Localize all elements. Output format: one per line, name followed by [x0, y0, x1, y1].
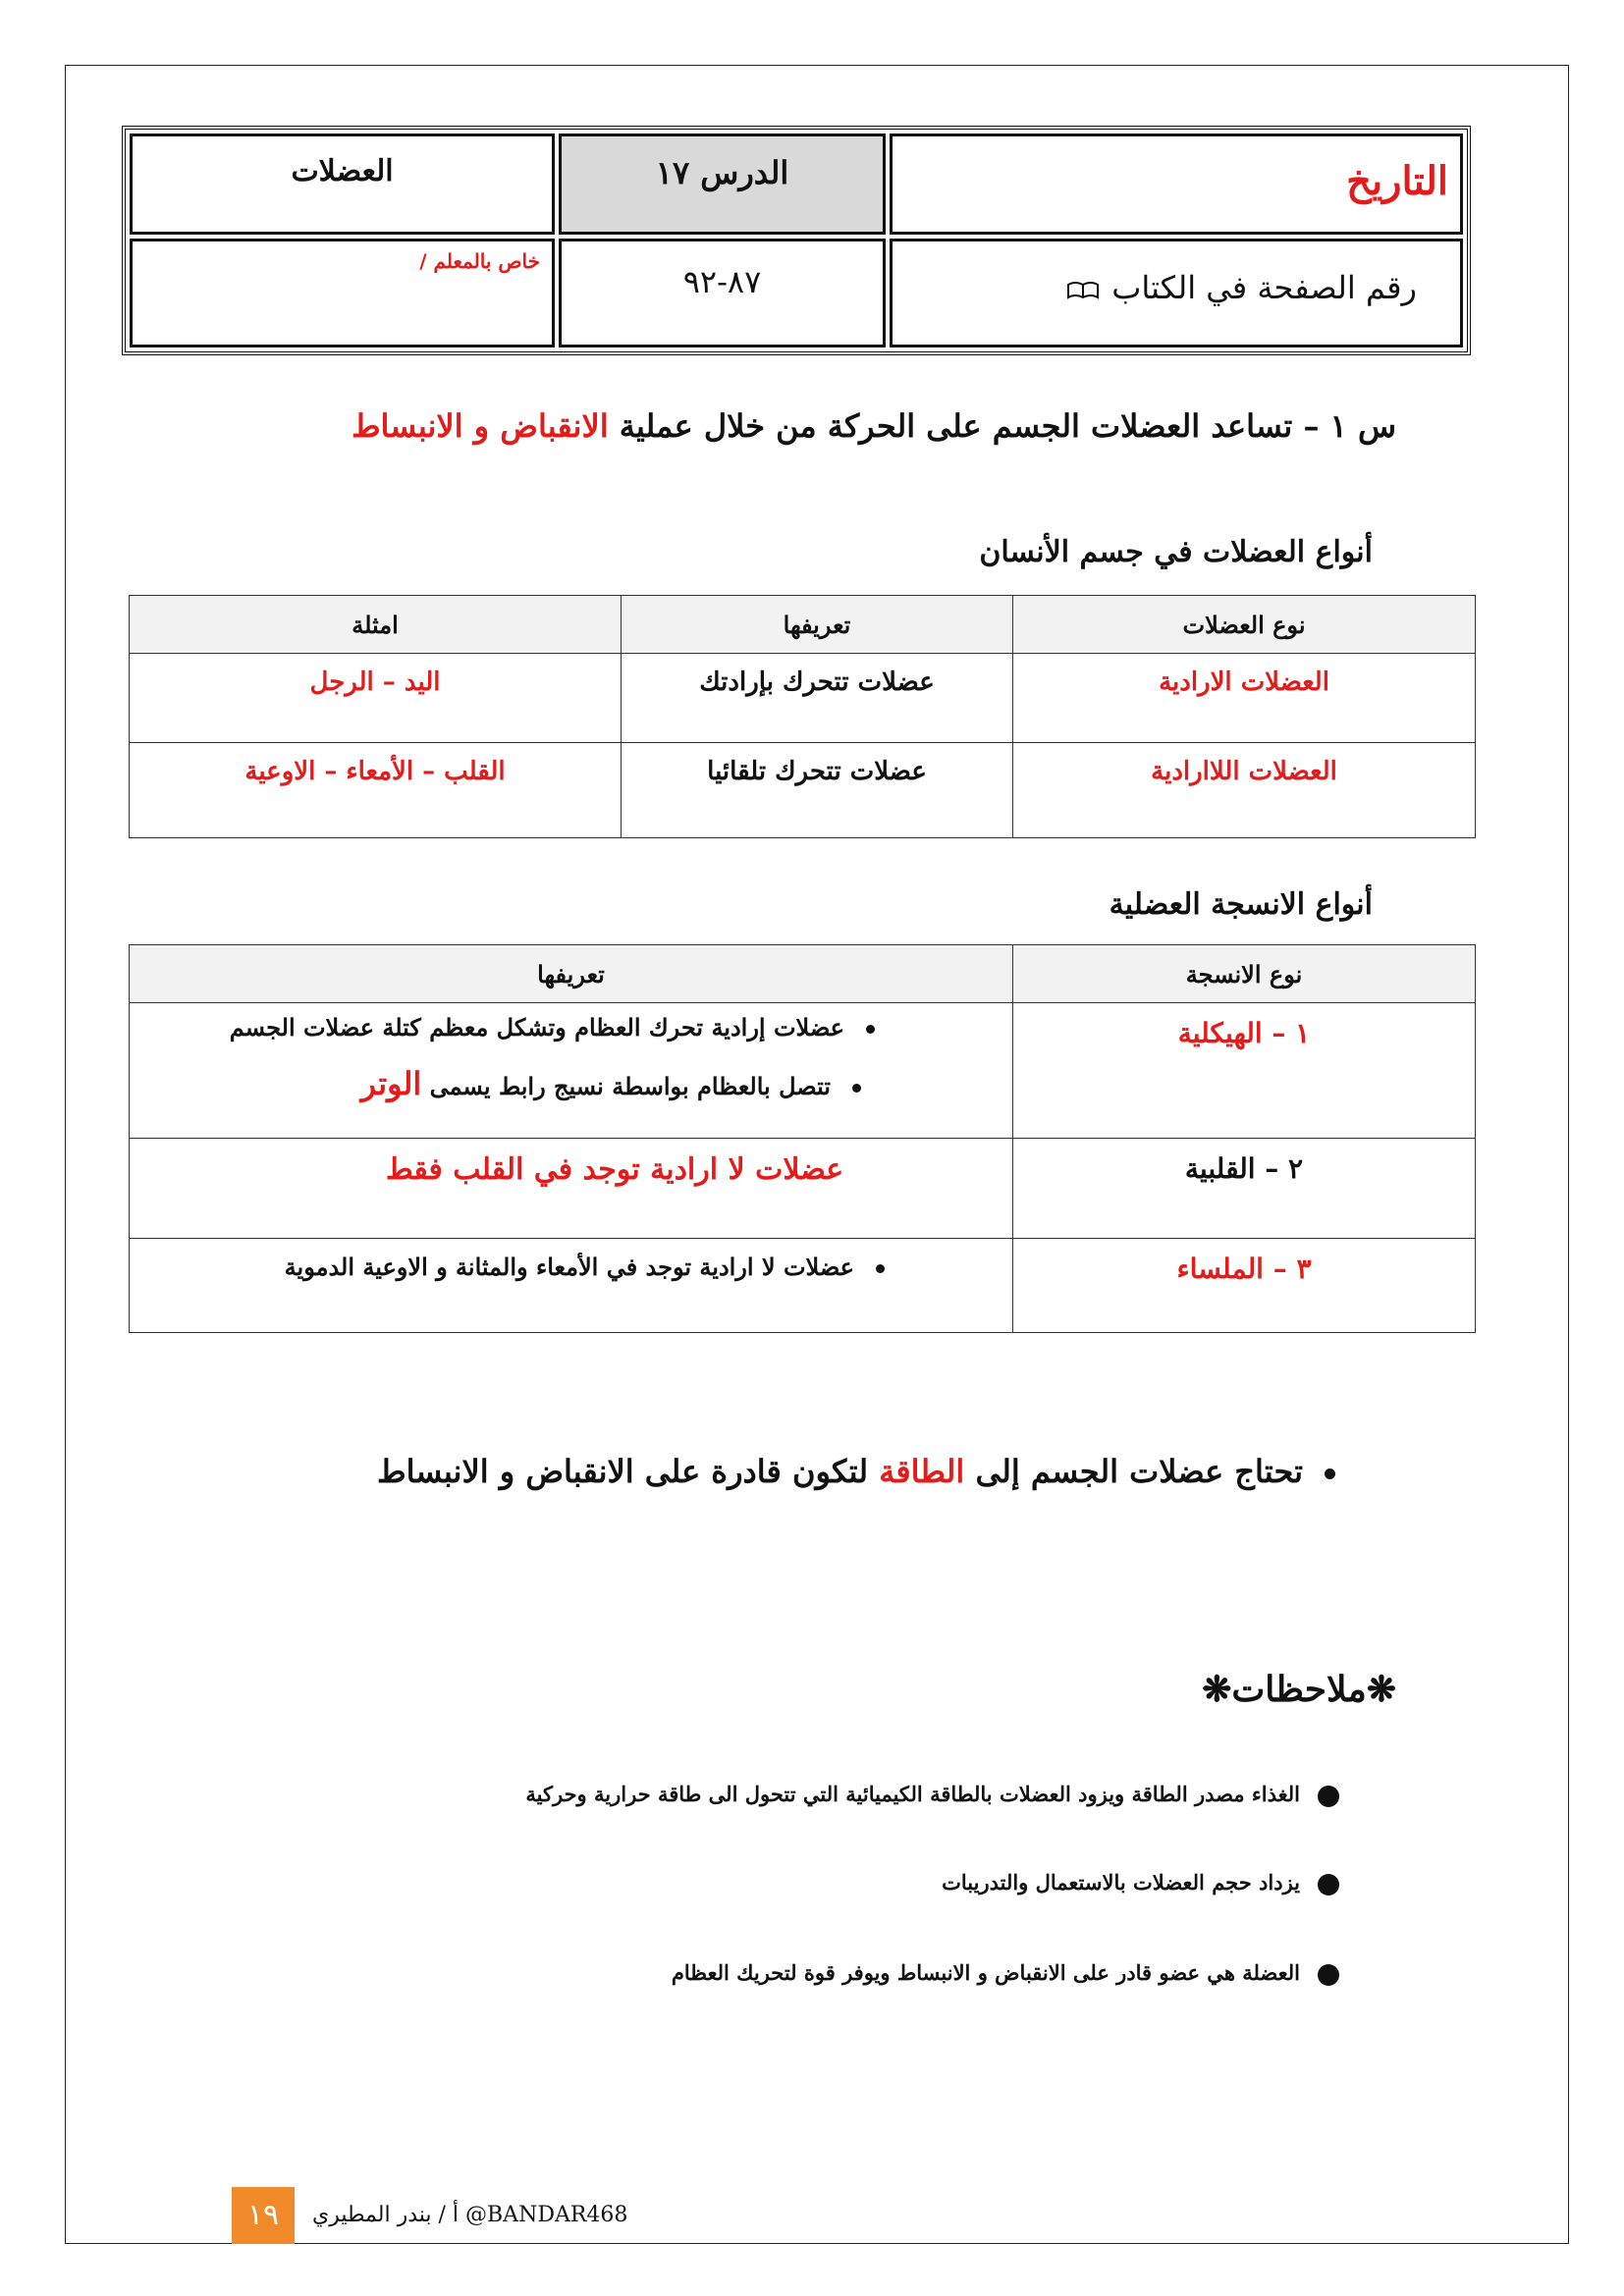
energy-text: تحتاج عضلات الجسم إلى: [964, 1453, 1303, 1490]
question-1-answer: الانقباض و الانبساط: [351, 407, 609, 445]
tissue-definition-line: [131, 1065, 875, 1102]
book-pages: ٨٧-٩٢: [682, 263, 762, 300]
date-cell: [890, 133, 1463, 235]
tissue-type-cell: ١ – الهيكلية: [1013, 1003, 1476, 1139]
teacher-label: خاص بالمعلم /: [419, 249, 540, 273]
muscle-types-table: [129, 595, 1476, 838]
table-row: [130, 743, 1476, 838]
page-label-cell: [890, 239, 1463, 347]
definition-cell: عضلات تتحرك بإرادتك: [622, 654, 1013, 743]
table-row: [130, 654, 1476, 743]
bullet-icon: [1325, 1468, 1335, 1479]
tissue-definition-cell: [130, 1239, 1013, 1333]
header-definition: تعريفها: [622, 596, 1013, 654]
bullet-icon: [852, 1084, 861, 1093]
bullet-icon: [1318, 1964, 1339, 1986]
table-row: [130, 1003, 1476, 1139]
asterisk-icon: ❋: [1202, 1669, 1232, 1710]
topic-cell: [130, 133, 555, 235]
tissue-definition-text: تتصل بالعظام بواسطة نسيج رابط يسمى: [421, 1072, 831, 1100]
notes-item-text: الغذاء مصدر الطاقة ويزود العضلات بالطاقة الكيميائية التي تتحول الى طاقة حرارية وحركية: [525, 1782, 1300, 1806]
question-1: [352, 407, 1396, 445]
lesson-header: [122, 126, 1471, 355]
tissue-type-cell: ٣ – الملساء: [1013, 1239, 1476, 1333]
page-number: ١٩: [232, 2187, 295, 2244]
tissue-definition-text: عضلات لا ارادية توجد في الأمعاء والمثانة و الاوعية الدموية: [284, 1253, 854, 1281]
bullet-icon: [866, 1025, 875, 1034]
header-type: نوع العضلات: [1013, 596, 1476, 654]
tissue-definition-cell: [130, 1003, 1013, 1139]
table-row: [130, 1239, 1476, 1333]
type-cell: العضلات اللاارادية: [1013, 743, 1476, 838]
date-label: التاريخ: [1346, 158, 1448, 204]
examples-cell: اليد – الرجل: [130, 654, 622, 743]
tissue-type-cell: ٢ – القلبية: [1013, 1139, 1476, 1239]
definition-cell: عضلات تتحرك تلقائيا: [622, 743, 1013, 838]
lesson-number: الدرس ١٧: [655, 154, 789, 191]
header-tissue-type: نوع الانسجة: [1013, 945, 1476, 1003]
bullet-icon: [876, 1264, 885, 1273]
book-icon: [1066, 281, 1100, 300]
notes-item-text: يزداد حجم العضلات بالاستعمال والتدريبات: [942, 1870, 1300, 1895]
header-examples: امثلة: [130, 596, 622, 654]
teacher-cell: [130, 239, 555, 347]
bullet-icon: [1318, 1874, 1339, 1896]
question-1-text: س ١ – تساعد العضلات الجسم على الحركة من خلال عملية: [608, 407, 1396, 445]
type-cell: العضلات الارادية: [1013, 654, 1476, 743]
tissue-definition-text: عضلات إرادية تحرك العظام وتشكل معظم كتلة عضلات الجسم: [229, 1013, 844, 1041]
energy-answer: الطاقة: [879, 1453, 965, 1490]
notes-item: [672, 1960, 1339, 1986]
author-credit: أ / بندر المطيري @BANDAR468: [312, 2203, 628, 2227]
lesson-cell: [559, 133, 886, 235]
energy-statement: [377, 1453, 1335, 1490]
notes-title-text: ملاحظات: [1231, 1669, 1367, 1710]
tissue-definition-cell: عضلات لا ارادية توجد في القلب فقط: [130, 1139, 1013, 1239]
asterisk-icon: ❋: [1366, 1669, 1396, 1710]
tissue-types-title: أنواع الانسجة العضلية: [1109, 887, 1373, 922]
lesson-topic: العضلات: [291, 154, 394, 188]
tissue-definition-answer: الوتر: [360, 1065, 422, 1102]
tissue-types-table: [129, 944, 1476, 1333]
notes-item: [525, 1782, 1339, 1807]
tissue-definition-line: [131, 1013, 875, 1041]
header-tissue-definition: تعريفها: [130, 945, 1013, 1003]
table-row: [130, 1139, 1476, 1239]
pages-cell: [559, 239, 886, 347]
examples-cell: القلب – الأمعاء – الاوعية: [130, 743, 622, 838]
book-page-label: [1066, 269, 1417, 306]
muscle-types-title: أنواع العضلات في جسم الأنسان: [979, 535, 1373, 569]
notes-title: [1202, 1669, 1396, 1710]
notes-item: [942, 1870, 1339, 1896]
book-page-text: رقم الصفحة في الكتاب: [1111, 269, 1417, 306]
notes-item-text: العضلة هي عضو قادر على الانقباض و الانبساط ويوفر قوة لتحريك العظام: [671, 1960, 1300, 1985]
bullet-icon: [1318, 1786, 1339, 1807]
energy-text-end: لتكون قادرة على الانقباض و الانبساط: [377, 1453, 880, 1490]
